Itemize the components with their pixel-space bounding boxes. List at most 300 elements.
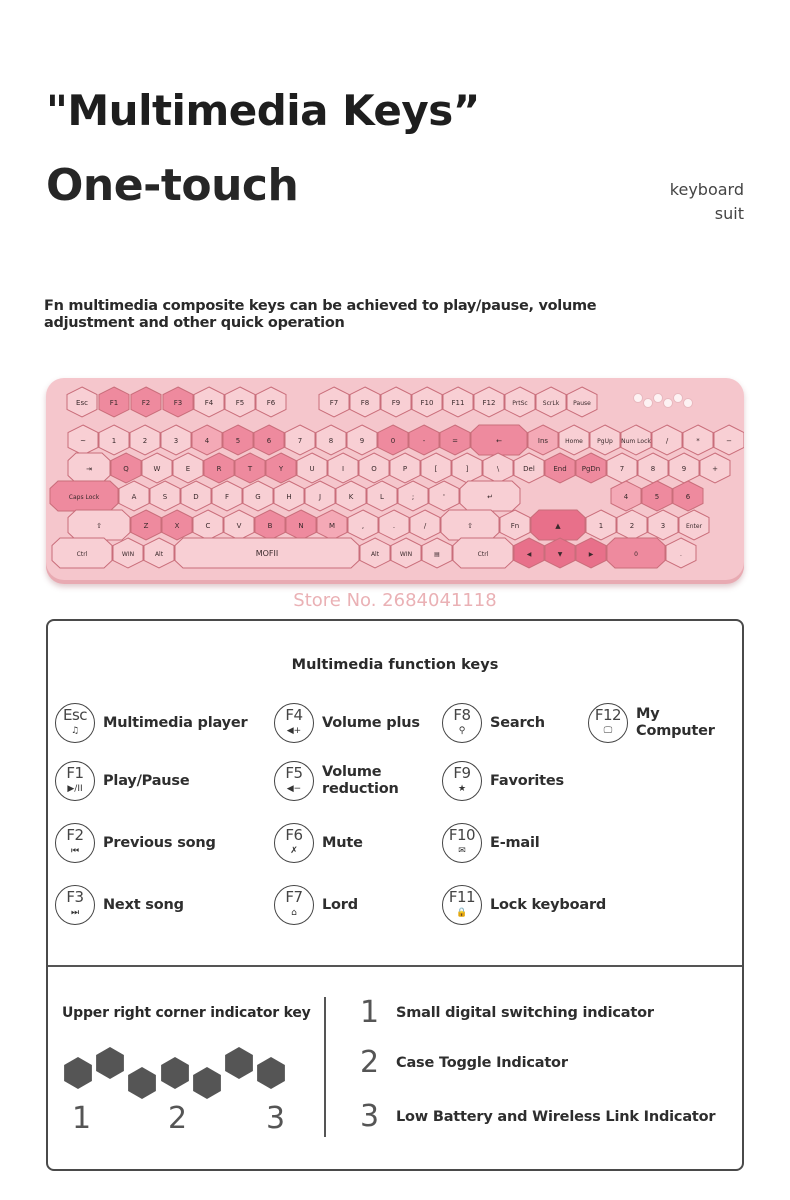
key-f11 <box>443 387 473 417</box>
key-r3-8 <box>336 481 366 511</box>
key-label: 1 <box>111 437 117 445</box>
key-10 <box>378 425 408 455</box>
indicator-number-2: 2 <box>168 1101 188 1136</box>
key-label: I <box>341 465 345 473</box>
key-label: ← <box>496 437 502 445</box>
key-5 <box>223 425 253 455</box>
fn-key-badge <box>442 885 482 925</box>
key-r4-15 <box>617 510 647 540</box>
indicator-hexagons <box>62 1047 302 1109</box>
fn-item-label: Volume reduction <box>322 764 399 797</box>
fn-item-my-computer <box>588 703 742 743</box>
key-8 <box>316 425 346 455</box>
key-f6 <box>256 387 286 417</box>
key-r5-2 <box>144 538 174 568</box>
key-9 <box>347 425 377 455</box>
key-4 <box>192 425 222 455</box>
fn-item-volume-plus <box>274 703 420 743</box>
keyboard-image <box>46 378 744 584</box>
key-label: Fn <box>510 522 520 530</box>
key-label: . <box>392 522 396 530</box>
keyboard-keys <box>46 378 744 584</box>
fn-item-multimedia-player <box>55 703 247 743</box>
key-label: M <box>328 522 336 530</box>
fn-key-badge <box>55 823 95 863</box>
key-label: F2 <box>141 399 151 407</box>
key-f1 <box>99 387 129 417</box>
star-icon: ★ <box>457 784 467 794</box>
fn-key-label: F9 <box>453 764 471 782</box>
description-text: Fn multimedia composite keys can be achieved to play/pause, volume adjustment and other quick operation <box>44 298 597 331</box>
key-r3-11 <box>429 481 459 511</box>
key-label: 6 <box>266 437 272 445</box>
key-r2-11 <box>421 453 451 483</box>
title-multimedia-keys: "Multimedia Keys” <box>46 86 480 135</box>
indicator-number-3: 3 <box>266 1101 286 1136</box>
key-1 <box>99 425 129 455</box>
function-keys-panel <box>46 619 744 1171</box>
key-label: Y <box>278 465 284 473</box>
key-r2-5 <box>235 453 265 483</box>
key-label: D <box>193 493 199 501</box>
indicator-light <box>634 394 643 403</box>
key-label: Num Lock <box>621 438 651 445</box>
legend-number: 3 <box>360 1099 380 1134</box>
key-r3-9 <box>367 481 397 511</box>
key-r4-1 <box>131 510 161 540</box>
key-label: ▤ <box>434 551 440 558</box>
key-label: − <box>726 437 732 445</box>
key-r2-0 <box>68 453 110 483</box>
key-f9 <box>381 387 411 417</box>
indicator-hex <box>225 1047 253 1079</box>
key-f2 <box>131 387 161 417</box>
fn-item-label: My Computer <box>636 706 715 739</box>
key-label: F9 <box>391 399 401 407</box>
key-label: 8 <box>650 465 656 473</box>
key-r4-7 <box>317 510 347 540</box>
key-r5-1 <box>113 538 143 568</box>
key-label: G <box>255 493 261 501</box>
key-label: 7 <box>619 465 625 473</box>
fn-item-label: Previous song <box>103 834 216 851</box>
key-label: Pause <box>573 400 591 407</box>
key-label: PgDn <box>581 465 601 473</box>
key-r2-1 <box>111 453 141 483</box>
key-label: [ <box>434 465 438 473</box>
key-r2-15 <box>545 453 575 483</box>
key-label: ↵ <box>487 493 493 501</box>
key-label: = <box>452 437 458 445</box>
key-label: PgUp <box>597 438 613 445</box>
fn-item-label: E-mail <box>490 834 540 851</box>
key-label: 8 <box>328 437 334 445</box>
key-r2-17 <box>607 453 637 483</box>
key-r2-20 <box>700 453 730 483</box>
lock-icon: 🔒 <box>456 908 468 918</box>
key-7 <box>285 425 315 455</box>
key-label: R <box>216 465 222 473</box>
key-label: F12 <box>482 399 496 407</box>
key-label: F10 <box>420 399 434 407</box>
key-esc <box>67 387 97 417</box>
key-label: / <box>665 437 669 445</box>
indicator-light <box>654 394 663 403</box>
key-r2-7 <box>297 453 327 483</box>
key-label: Caps Lock <box>68 494 100 501</box>
key-label: U <box>309 465 315 473</box>
key-label: MOFII <box>255 549 279 558</box>
key-label: WIN <box>399 551 413 558</box>
key-6 <box>254 425 284 455</box>
indicator-light <box>644 399 653 408</box>
key-label: V <box>236 522 242 530</box>
key-14 <box>528 425 558 455</box>
key-label: ▼ <box>557 551 563 558</box>
key-label: End <box>553 465 567 473</box>
key-20 <box>714 425 744 455</box>
key-label: . <box>680 551 682 558</box>
fn-item-next-song <box>55 885 184 925</box>
volume-up-icon: ◀+ <box>286 726 302 736</box>
fn-key-badge <box>274 885 314 925</box>
key-label: Del <box>523 465 535 473</box>
key-r5-10 <box>576 538 606 568</box>
key-label: Alt <box>370 551 380 558</box>
key-r4-9 <box>379 510 409 540</box>
key-r4-12 <box>500 510 530 540</box>
store-watermark: Store No. 2684041118 <box>293 590 497 611</box>
fn-key-badge <box>588 703 628 743</box>
legend-number: 1 <box>360 995 380 1030</box>
fn-item-label: Volume plus <box>322 714 420 731</box>
key-label: 0 <box>390 437 396 445</box>
key-r4-13 <box>531 510 585 540</box>
legend-row-2 <box>360 1045 568 1080</box>
fn-key-label: F11 <box>448 888 476 906</box>
fn-key-label: Esc <box>62 706 88 724</box>
key-r4-10 <box>410 510 440 540</box>
key-r3-4 <box>212 481 242 511</box>
key-label: Enter <box>685 523 703 530</box>
indicator-title: Upper right corner indicator key <box>62 1005 311 1021</box>
key-r5-9 <box>545 538 575 568</box>
legend-text: Small digital switching indicator <box>396 1004 654 1021</box>
home-icon: ⌂ <box>291 908 297 918</box>
spacebar <box>175 538 359 568</box>
key-12 <box>440 425 470 455</box>
key-r4-16 <box>648 510 678 540</box>
key-f10 <box>412 387 442 417</box>
key-r4-3 <box>193 510 223 540</box>
fn-key-badge <box>442 703 482 743</box>
key-label: ⇧ <box>467 522 473 530</box>
key-label: 5 <box>654 493 660 501</box>
indicator-hex <box>128 1067 156 1099</box>
fn-item-mute <box>274 823 363 863</box>
fn-item-email <box>442 823 540 863</box>
fn-key-label: F8 <box>453 706 471 724</box>
key-label: W <box>153 465 161 473</box>
legend-row-1 <box>360 995 654 1030</box>
key-label: T <box>247 465 253 473</box>
key-r4-11 <box>441 510 499 540</box>
key-f3 <box>163 387 193 417</box>
fn-key-label: F4 <box>285 706 303 724</box>
fn-key-label: F5 <box>285 764 303 782</box>
subtitle-line-2: suit <box>714 204 744 223</box>
indicator-hex <box>161 1057 189 1089</box>
key-label: 2 <box>629 522 635 530</box>
key-r5-12 <box>666 538 696 568</box>
key-label: + <box>712 465 718 473</box>
fn-key-badge <box>274 761 314 801</box>
key-r3-14 <box>642 481 672 511</box>
key-label: F <box>224 493 230 501</box>
indicator-hex <box>193 1067 221 1099</box>
key-label: \ <box>496 465 500 473</box>
function-panel-title: Multimedia function keys <box>291 657 499 673</box>
fn-key-badge <box>442 761 482 801</box>
key-r4-5 <box>255 510 285 540</box>
key-label: ScrLk <box>542 400 560 407</box>
key-0 <box>68 425 98 455</box>
legend-text: Case Toggle Indicator <box>396 1054 568 1071</box>
title-one-touch: One-touch <box>46 160 299 211</box>
computer-icon: 🖵 <box>603 726 613 736</box>
key-r5-6 <box>422 538 452 568</box>
key-label: - <box>422 437 426 445</box>
key-label: 0 <box>634 551 638 558</box>
fn-key-badge <box>55 885 95 925</box>
key-pause <box>567 387 597 417</box>
key-label: 4 <box>204 437 210 445</box>
key-label: B <box>267 522 273 530</box>
key-label: ~ <box>80 437 86 445</box>
key-label: Ctrl <box>76 551 88 558</box>
mail-icon: ✉ <box>458 846 466 856</box>
key-r2-16 <box>576 453 606 483</box>
key-r5-0 <box>52 538 112 568</box>
panel-divider <box>48 965 742 967</box>
fn-key-label: F10 <box>448 826 476 844</box>
key-label: / <box>423 522 427 530</box>
key-label: E <box>185 465 191 473</box>
key-15 <box>559 425 589 455</box>
key-r2-14 <box>514 453 544 483</box>
fn-item-favorites <box>442 761 564 801</box>
mute-icon: ✗ <box>290 846 298 856</box>
key-label: ⇥ <box>86 465 92 473</box>
subtitle-keyboard-suit <box>670 178 744 226</box>
key-label: 6 <box>685 493 691 501</box>
indicator-vertical-divider <box>324 997 326 1137</box>
key-label: F5 <box>235 399 245 407</box>
indicator-hex <box>64 1057 92 1089</box>
key-label: ▲ <box>555 522 561 530</box>
key-f4 <box>194 387 224 417</box>
key-label: 4 <box>623 493 629 501</box>
key-r2-18 <box>638 453 668 483</box>
music-note-icon: ♫ <box>70 726 80 736</box>
key-f12 <box>474 387 504 417</box>
key-r2-8 <box>328 453 358 483</box>
fn-key-label: F12 <box>594 706 622 724</box>
key-label: Esc <box>76 399 88 407</box>
previous-track-icon: ⏮ <box>70 846 80 856</box>
key-label: Ctrl <box>477 551 489 558</box>
fn-key-badge <box>55 761 95 801</box>
fn-item-search <box>442 703 545 743</box>
key-label: J <box>318 493 322 501</box>
key-18 <box>652 425 682 455</box>
key-label: 9 <box>681 465 687 473</box>
volume-down-icon: ◀− <box>286 784 302 794</box>
key-r2-10 <box>390 453 420 483</box>
key-11 <box>409 425 439 455</box>
key-r4-0 <box>68 510 130 540</box>
key-label: 1 <box>598 522 604 530</box>
play-pause-icon: ▶/II <box>67 784 83 794</box>
key-16 <box>590 425 620 455</box>
fn-item-lord <box>274 885 358 925</box>
key-r2-6 <box>266 453 296 483</box>
key-r5-5 <box>391 538 421 568</box>
key-r3-6 <box>274 481 304 511</box>
key-label: Q <box>123 465 129 473</box>
key-19 <box>683 425 713 455</box>
key-r3-15 <box>673 481 703 511</box>
fn-key-badge <box>55 703 95 743</box>
key-label: C <box>205 522 211 530</box>
key-label: F4 <box>204 399 214 407</box>
key-r5-11 <box>607 538 665 568</box>
key-label: ; <box>411 493 415 501</box>
fn-item-volume-reduction <box>274 761 412 801</box>
key-label: F8 <box>360 399 370 407</box>
key-17 <box>621 425 651 455</box>
key-prtsc <box>505 387 535 417</box>
key-r2-12 <box>452 453 482 483</box>
key-r3-5 <box>243 481 273 511</box>
key-r3-2 <box>150 481 180 511</box>
key-label: X <box>174 522 180 530</box>
key-label: ▶ <box>588 551 594 558</box>
fn-item-label: Lock keyboard <box>490 896 607 913</box>
fn-item-play-pause <box>55 761 190 801</box>
key-2 <box>130 425 160 455</box>
key-r3-3 <box>181 481 211 511</box>
fn-item-previous-song <box>55 823 216 863</box>
key-r4-17 <box>679 510 709 540</box>
key-r3-1 <box>119 481 149 511</box>
search-icon: ⚲ <box>458 726 466 736</box>
key-r2-9 <box>359 453 389 483</box>
key-3 <box>161 425 191 455</box>
key-f5 <box>225 387 255 417</box>
key-label: S <box>162 493 168 501</box>
key-r3-12 <box>460 481 520 511</box>
key-r2-4 <box>204 453 234 483</box>
key-label: F1 <box>109 399 119 407</box>
subtitle-line-1: keyboard <box>669 180 744 199</box>
key-r5-7 <box>453 538 513 568</box>
key-label: Alt <box>154 551 164 558</box>
key-label: ' <box>443 493 445 501</box>
key-label: , <box>361 522 365 530</box>
fn-item-label: Lord <box>322 896 358 913</box>
key-label: H <box>286 493 292 501</box>
key-label: ] <box>465 465 469 473</box>
key-label: ⇧ <box>96 522 102 530</box>
fn-key-label: F3 <box>66 888 84 906</box>
key-label: F7 <box>329 399 339 407</box>
key-r4-6 <box>286 510 316 540</box>
next-track-icon: ⏭ <box>70 908 80 918</box>
key-label: P <box>402 465 408 473</box>
key-label: 3 <box>173 437 179 445</box>
fn-item-label: Next song <box>103 896 184 913</box>
key-label: Z <box>143 522 149 530</box>
key-label: 3 <box>660 522 666 530</box>
key-r2-19 <box>669 453 699 483</box>
indicator-light <box>684 399 693 408</box>
indicator-hex <box>257 1057 285 1089</box>
fn-key-badge <box>442 823 482 863</box>
fn-key-label: F2 <box>66 826 84 844</box>
indicator-number-1: 1 <box>72 1101 92 1136</box>
key-label: A <box>131 493 137 501</box>
fn-item-label: Favorites <box>490 772 564 789</box>
legend-number: 2 <box>360 1045 380 1080</box>
key-label: L <box>380 493 384 501</box>
key-r3-0 <box>50 481 118 511</box>
fn-key-badge <box>274 823 314 863</box>
fn-key-label: F1 <box>66 764 84 782</box>
key-label: F6 <box>266 399 276 407</box>
key-r4-2 <box>162 510 192 540</box>
key-label: 5 <box>235 437 241 445</box>
key-label: F3 <box>173 399 183 407</box>
key-r4-8 <box>348 510 378 540</box>
legend-text: Low Battery and Wireless Link Indicator <box>396 1108 716 1125</box>
key-scrlk <box>536 387 566 417</box>
key-label: PrtSc <box>512 400 528 407</box>
key-f8 <box>350 387 380 417</box>
key-label: 9 <box>359 437 365 445</box>
fn-item-label: Multimedia player <box>103 714 248 731</box>
key-r4-4 <box>224 510 254 540</box>
fn-key-label: F7 <box>285 888 303 906</box>
key-label: WIN <box>121 551 135 558</box>
key-label: * <box>696 437 700 445</box>
key-label: Ins <box>537 437 549 445</box>
key-label: 2 <box>142 437 148 445</box>
fn-item-label: Mute <box>322 834 363 851</box>
indicator-hex <box>96 1047 124 1079</box>
key-label: ◀ <box>526 551 532 558</box>
indicator-light <box>674 394 683 403</box>
fn-item-label: Play/Pause <box>103 772 190 789</box>
key-r5-4 <box>360 538 390 568</box>
fn-item-label: Search <box>490 714 545 731</box>
key-label: O <box>371 465 377 473</box>
fn-key-label: F6 <box>285 826 303 844</box>
key-f7 <box>319 387 349 417</box>
key-13 <box>471 425 527 455</box>
key-r3-10 <box>398 481 428 511</box>
key-r3-7 <box>305 481 335 511</box>
